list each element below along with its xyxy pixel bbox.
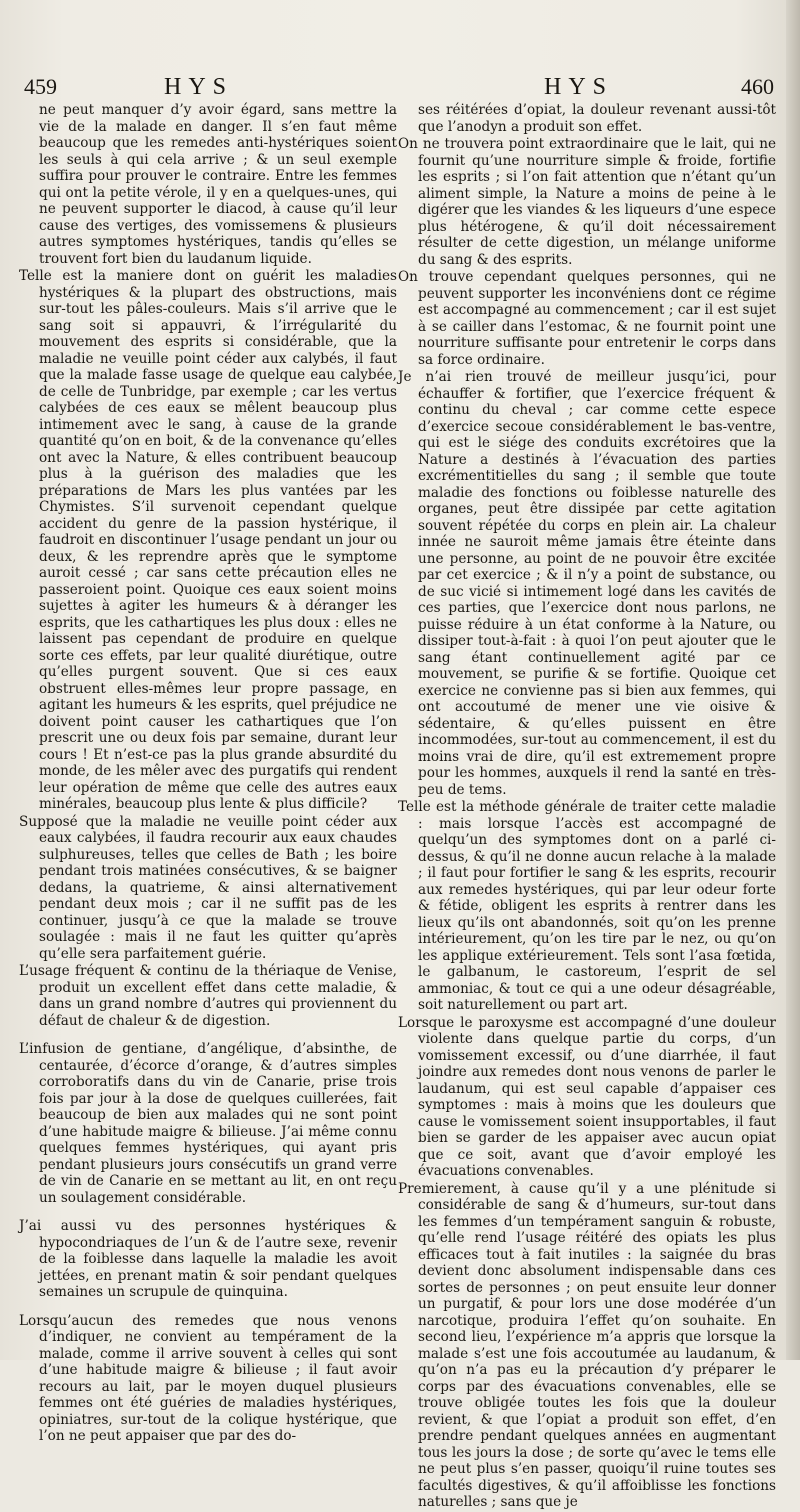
paragraph: On trouve cependant quelques personnes, qui ne peuvent supporter les inconvéniens dont ce régime est accompagné au commencement ; car il est sujet à se cailler dans l’estomac, & ne fournit point une nourriture suffisante pour entretenir le corps dans sa force ordinaire. [398,269,776,368]
paragraph: Je n’ai rien trouvé de meilleur jusqu’ici, pour échauffer & fortifier, que l’exercice fréquent & continu du cheval ; car comme cette espece d’exercice secoue considérablement le bas-ventre, qui est le siége des conduits excrétoires que la Nature a destinés à l’évacuation des parties excrémentitielles du sang ; il semble que toute maladie des fonctions ou foiblesse naturelle des organes, peut être dissipée par cette agitation souvent répétée du corps en plein air. La chaleur innée ne sauroit même jamais être éteinte dans une personne, au point de ne pouvoir être excitée par cet exercice ; & il n’y a point de substance, ou de suc vicié si intimement logé dans les cavités de ces parties, que l’exercice dont nous parlons, ne puisse réduire à un état conforme à la Nature, ou dissiper tout-à-fait : à quoi l’on peut ajouter que le sang étant continuellement agité par ce mouvement, se purifie & se fortifie. Quoique cet exercice ne convienne pas si bien aux femmes, qui ont accoutumé de mener une vie oisive & sédentaire, & qu’elles puissent en être incommodées, sur-tout au commencement, il est du moins vrai de dire, qu’il est extremement propre pour les hommes, auxquels il rend la santé en très-peu de tems. [398,369,776,798]
left-page-number: 459 [24,74,57,99]
right-headword: HYS [544,74,614,100]
right-page-number: 460 [741,74,774,99]
page-edge [786,0,800,1360]
paragraph: L’infusion de gentiane, d’angélique, d’absinthe, de centaurée, d’écorce d’orange, & d’autres simples corroboratifs dans du vin de Canarie, prise trois fois par jour à la dose de quelques cuillerées, fait beaucoup de bien aux malades qui ne sont point d’une habitude maigre & bilieuse. J’ai même connu quelques femmes hystériques, qui ayant pris pendant plusieurs jours consécutifs un grand verre de vin de Canarie en se mettant au lit, en ont reçu un soulagement considérable. [19,1041,397,1206]
paragraph: Lorsque le paroxysme est accompagné d’une douleur violente dans quelque partie du corps, d’un vomissement excessif, ou d’une diarrhée, il faut joindre aux remedes dont nous venons de parler le laudanum, qui est seul capable d’appaiser ces symptomes : mais à moins que les douleurs que cause le vomissement soient insupportables, il faut bien se garder de les appaiser avec aucun opiat que ce soit, avant que d’avoir employé les évacuations convenables. [398,1014,776,1179]
paragraph: Premierement, à cause qu’il y a une plénitude si considérable de sang & d’humeurs, sur-tout dans les femmes d’un tempérament sanguin & robuste, qu’elle rend l’usage réitéré des opiats les plus efficaces tout à fait inutiles : la saignée du bras devient donc absolument indispensable dans ces sortes de personnes ; on peut ensuite leur donner un purgatif, & pour lors une dose modérée d’un narcotique, produira l’effet qu’on souhaite. En second lieu, l’expérience m’a appris que lorsque la malade s’est une fois accoutumée au laudanum, & qu’on n’a pas eu la précaution d’y préparer le corps par des évacuations convenables, elle se trouve obligée toutes les fois que la douleur revient, & que l’opiat a produit son effet, d’en prendre pendant quelques années en augmentant tous les jours la dose ; de sorte qu’avec le tems elle ne peut plus s’en passer, quoiqu’il ruine toutes ses facultés digestives, & qu’il affoiblisse les fonctions naturelles ; sans que je [398,1180,776,1510]
left-column [19,102,397,1446]
left-headword: HYS [164,74,234,100]
paragraph: On ne trouvera point extraordinaire que le lait, qui ne fournit qu’une nourriture simple & froide, fortifie les esprits ; si l’on fait attention que n’étant qu’un aliment simple, la Nature a moins de peine à le digérer que les viandes & les liqueurs d’une espece plus hétérogene, & qu’il doit nécessairement résulter de cette digestion, un mélange uniforme du sang & des esprits. [398,136,776,268]
paragraph: Lorsqu’aucun des remedes que nous venons d’indiquer, ne convient au tempérament de la malade, comme il arrive souvent à celles qui sont d’une habitude maigre & bilieuse ; il faut avoir recours au lait, par le moyen duquel plusieurs femmes ont été guéries de maladies hystériques, opiniatres, sur-tout de la colique hystérique, que l’on ne peut appaiser que par des do- [19,1312,397,1444]
right-column [398,102,776,1512]
paragraph: Supposé que la maladie ne veuille point céder aux eaux calybées, il faudra recourir aux eaux chaudes sulphureuses, telles que celles de Bath ; les boire pendant trois matinées consécutives, & se baigner dedans, la quatrieme, & ainsi alternativement pendant deux mois ; car il ne suffit pas de les continuer, jusqu’à ce que la malade se trouve soulagée : mais il ne faut les quitter qu’après qu’elle sera parfaitement guérie. [19,813,397,962]
running-header [24,74,774,100]
paragraph: L’usage fréquent & continu de la thériaque de Venise, produit un excellent effet dans cette maladie, & dans un grand nombre d’autres qui proviennent du défaut de chaleur & de digestion. [19,963,397,1029]
paragraph: Telle est la maniere dont on guérit les maladies hystériques & la plupart des obstructions, mais sur-tout les pâles-couleurs. Mais s’il arrive que le sang soit si appauvri, & l’irrégularité du mouvement des esprits si considérable, que la maladie ne veuille point céder aux calybés, il faut que la malade fasse usage de quelque eau calybée, de celle de Tunbridge, par exemple ; car les vertus calybées de ces eaux se mêlent beaucoup plus intimement avec le sang, à cause de la grande quantité qu’on en boit, & de la convenance qu’elles ont avec la Nature, & elles contribuent beaucoup plus à la guérison des maladies que les préparations de Mars les plus vantées par les Chymistes. S’il survenoit cependant quelque accident du genre de la passion hystérique, il faudroit en discontinuer l’usage pendant un jour ou deux, & les reprendre après que le symptome auroit cessé ; car sans cette précaution elles ne passeroient point. Quoique ces eaux soient moins sujettes à agiter les humeurs & à déranger les esprits, que les cathartiques les plus doux : elles ne laissent pas cependant de produire en quelque sorte ces effets, par leur qualité diurétique, outre qu’elles purgent souvent. Que si ces eaux obstruent elles-mêmes leur propre passage, en agitant les humeurs & les esprits, quel préjudice ne doivent point causer les cathartiques que l’on prescrit une ou deux fois par semaine, durant leur cours ! Et n’est-ce pas la plus grande absurdité du monde, de les mêler avec des purgatifs qui rendent leur opération de même que celle des autres eaux minérales, beaucoup plus lente & plus difficile? [19,268,397,812]
paragraph: ne peut manquer d’y avoir égard, sans mettre la vie de la malade en danger. Il s’en faut même beaucoup que les remedes anti-hystériques soient les seuls à qui cela arrive ; & un seul exemple suffira pour prouver le contraire. Entre les femmes qui ont la petite vérole, il y en a quelques-unes, qui ne peuvent supporter le diacod, à cause qu’il leur cause des vertiges, des vomissemens & plusieurs autres symptomes hystériques, tandis qu’elles se trouvent fort bien du laudanum liquide. [39,102,397,267]
paragraph: J’ai aussi vu des personnes hystériques & hypocondriaques de l’un & de l’autre sexe, revenir de la foiblesse dans laquelle la maladie les avoit jettées, en prenant matin & soir pendant quelques semaines un scrupule de quinquina. [19,1218,397,1300]
paragraph: ses réitérées d’opiat, la douleur revenant aussi-tôt que l’anodyn a produit son effet. [418,102,776,135]
paragraph: Telle est la méthode générale de traiter cette maladie : mais lorsque l’accès est accompagné de quelqu’un des symptomes dont on a parlé ci-dessus, & qu’il ne donne aucun relache à la malade ; il faut pour fortifier le sang & les esprits, recourir aux remedes hystériques, qui par leur odeur forte & fétide, obligent les esprits à rentrer dans les lieux qu’ils ont abandonnés, soit qu’on les prenne intérieurement, qu’on les tire par le nez, ou qu’on les applique extérieurement. Tels sont l’asa fœtida, le galbanum, le castoreum, l’esprit de sel ammoniac, & tout ce qui a une odeur désagréable, soit naturellement ou part art. [398,799,776,1013]
